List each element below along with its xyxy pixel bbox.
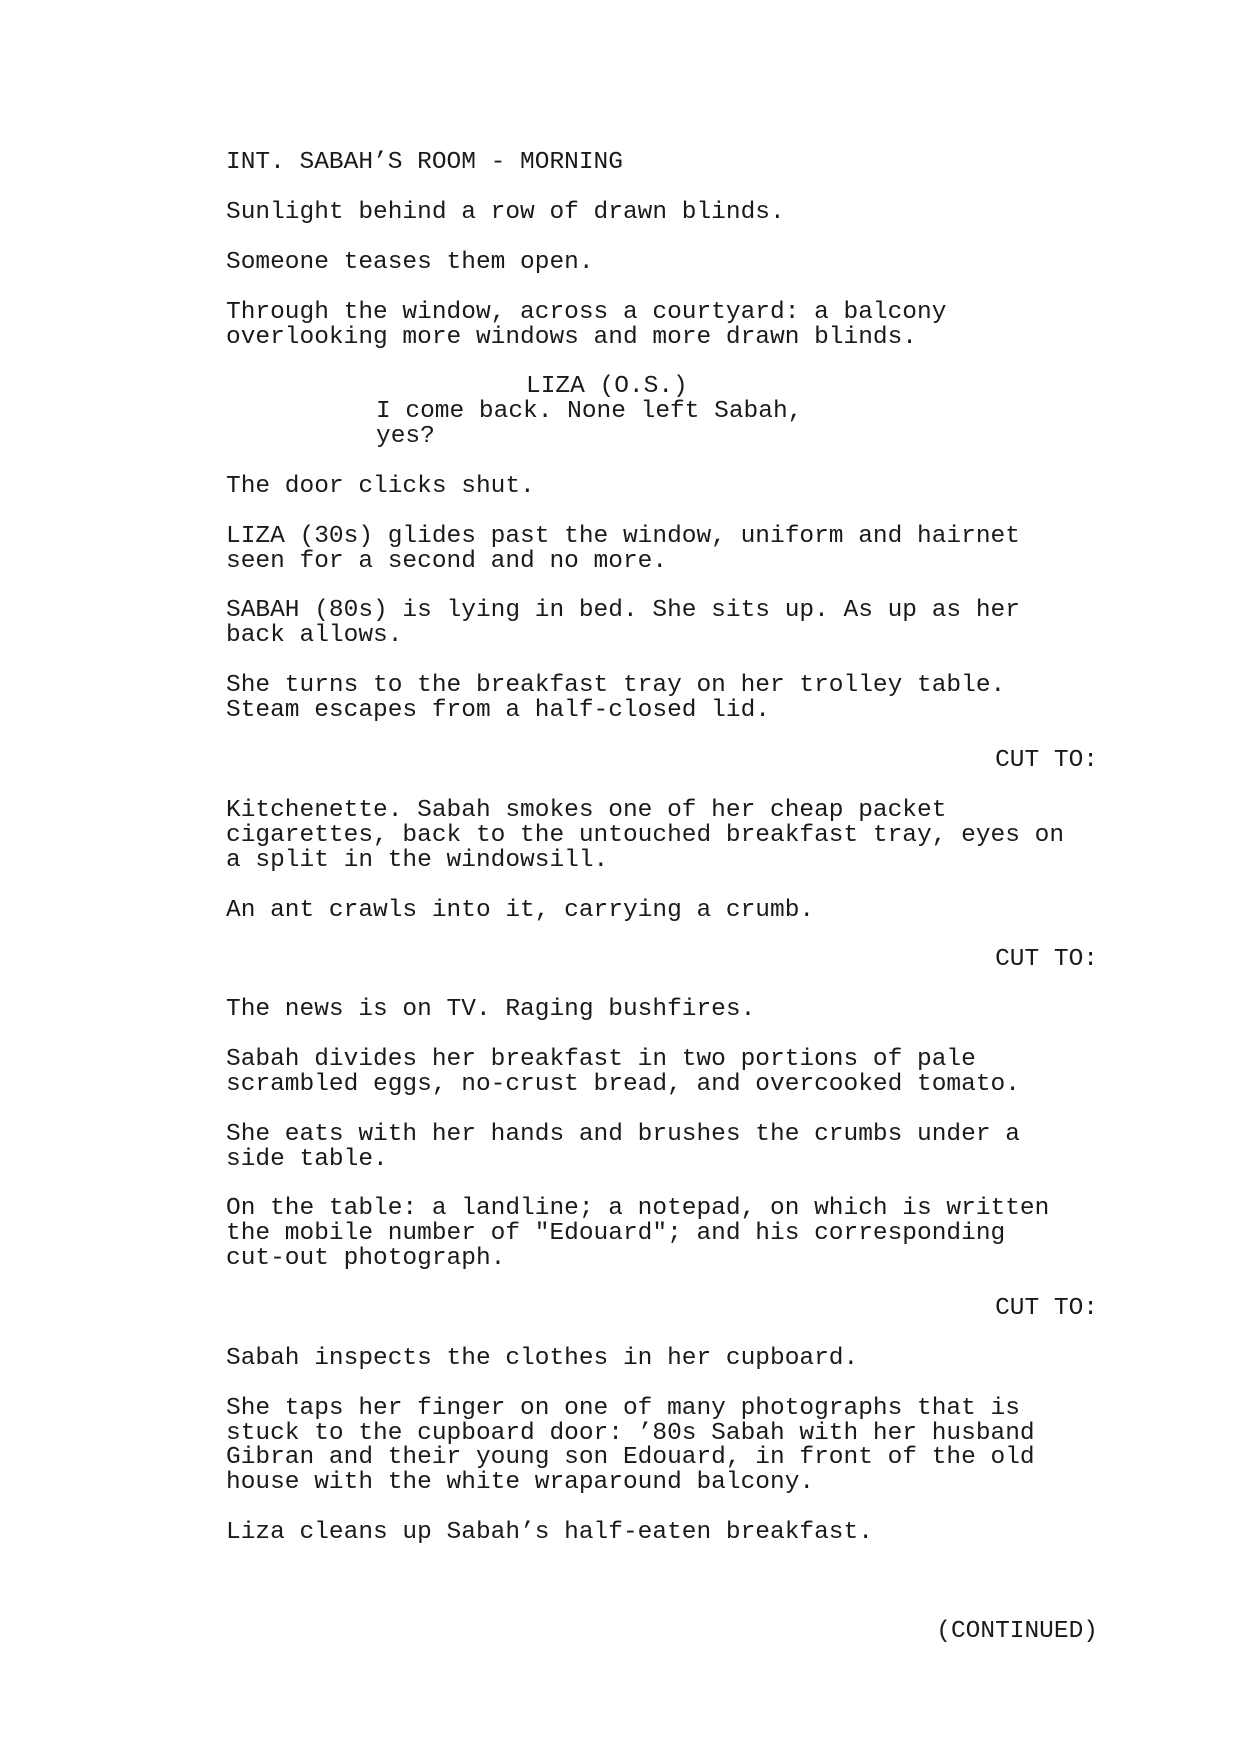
action-line: SABAH (80s) is lying in bed. She sits up. As up as her — [226, 597, 1020, 624]
action-line: Sabah divides her breakfast in two portions of pale — [226, 1046, 976, 1073]
action-line: LIZA (30s) glides past the window, uniform and hairnet — [226, 523, 1020, 550]
action-line: She taps her finger on one of many photographs that is — [226, 1395, 1020, 1422]
transition-cut-to: CUT TO: — [995, 1295, 1098, 1322]
action-line: house with the white wraparound balcony. — [226, 1469, 815, 1496]
action-line: cigarettes, back to the untouched breakfast tray, eyes on — [226, 822, 1065, 849]
action-line: An ant crawls into it, carrying a crumb. — [226, 897, 815, 924]
action-line: scrambled eggs, no-crust bread, and overcooked tomato. — [226, 1071, 1020, 1098]
action-line: Gibran and their young son Edouard, in front of the old — [226, 1444, 1035, 1471]
action-line: overlooking more windows and more drawn blinds. — [226, 324, 918, 351]
action-line: back allows. — [226, 622, 403, 649]
action-line: cut-out photograph. — [226, 1245, 506, 1272]
action-line: She turns to the breakfast tray on her trolley table. — [226, 672, 1006, 699]
action-line: Sunlight behind a row of drawn blinds. — [226, 199, 785, 226]
action-line: Kitchenette. Sabah smokes one of her cheap packet — [226, 797, 947, 824]
dialogue-line: I come back. None left Sabah, — [376, 398, 803, 425]
character-name: LIZA (O.S.) — [526, 373, 688, 400]
action-line: Sabah inspects the clothes in her cupboard. — [226, 1345, 859, 1372]
transition-cut-to: CUT TO: — [995, 747, 1098, 774]
transition-cut-to: CUT TO: — [995, 946, 1098, 973]
scene-heading: INT. SABAH’S ROOM - MORNING — [226, 149, 623, 176]
action-line: Someone teases them open. — [226, 249, 594, 276]
action-line: stuck to the cupboard door: ’80s Sabah with her husband — [226, 1420, 1035, 1447]
action-line: seen for a second and no more. — [226, 548, 668, 575]
continued-marker: (CONTINUED) — [936, 1618, 1098, 1645]
action-line: the mobile number of "Edouard"; and his corresponding — [226, 1220, 1006, 1247]
dialogue-line: yes? — [376, 423, 435, 450]
action-line: On the table: a landline; a notepad, on which is written — [226, 1195, 1050, 1222]
action-line: The news is on TV. Raging bushfires. — [226, 996, 756, 1023]
action-line: Steam escapes from a half-closed lid. — [226, 697, 770, 724]
action-line: Through the window, across a courtyard: a balcony — [226, 299, 947, 326]
action-line: Liza cleans up Sabah’s half-eaten breakfast. — [226, 1519, 873, 1546]
action-line: The door clicks shut. — [226, 473, 535, 500]
action-line: She eats with her hands and brushes the crumbs under a — [226, 1121, 1020, 1148]
action-line: a split in the windowsill. — [226, 847, 609, 874]
action-line: side table. — [226, 1146, 388, 1173]
